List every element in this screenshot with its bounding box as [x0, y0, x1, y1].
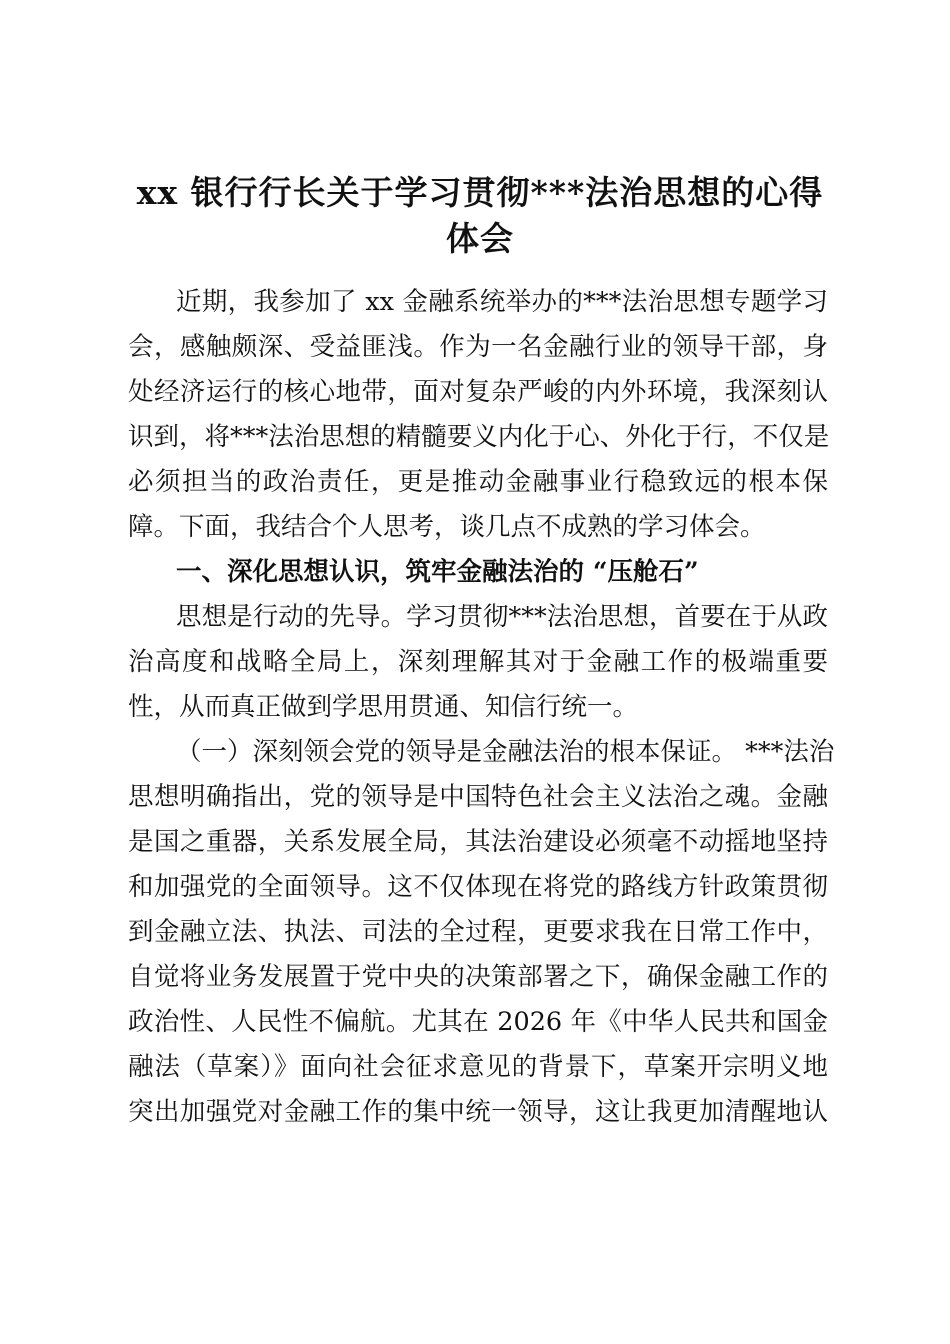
- document-title-line-2: 体会: [446, 219, 514, 258]
- intro-line-5: 必须担当的政治责任，更是推动金融事业行稳致远的根本保: [128, 467, 828, 497]
- subsection-1-line-7: 政治性、人民性不偏航。尤其在 2026 年《中华人民共和国金: [128, 1007, 828, 1037]
- section-1-heading: 一、深化思想认识，筑牢金融法治的 “压舱石”: [176, 557, 699, 587]
- intro-line-6: 障。下面，我结合个人思考，谈几点不成熟的学习体会。: [128, 512, 766, 542]
- intro-line-1: 近期，我参加了 xx 金融系统举办的***法治思想专题学习: [176, 287, 828, 317]
- intro-line-2: 会，感触颇深、受益匪浅。作为一名金融行业的领导干部，身: [128, 332, 828, 362]
- subsection-1-line-3: 是国之重器，关系发展全局，其法治建设必须毫不动摇地坚持: [128, 827, 828, 857]
- subsection-1-line-1: （一）深刻领会党的领导是金融法治的根本保证。 ***法治: [176, 737, 835, 767]
- section-1-line-1: 思想是行动的先导。学习贯彻***法治思想，首要在于从政: [176, 602, 828, 632]
- section-1-line-2: 治高度和战略全局上，深刻理解其对于金融工作的极端重要: [128, 647, 828, 677]
- subsection-1-line-8: 融法（草案）》面向社会征求意见的背景下，草案开宗明义地: [128, 1052, 828, 1082]
- subsection-1-line-4: 和加强党的全面领导。这不仅体现在将党的路线方针政策贯彻: [128, 872, 828, 902]
- subsection-1-line-2: 思想明确指出，党的领导是中国特色社会主义法治之魂。金融: [128, 782, 828, 812]
- subsection-1-line-9: 突出加强党对金融工作的集中统一领导，这让我更加清醒地认: [128, 1097, 828, 1127]
- intro-line-4: 识到，将***法治思想的精髓要义内化于心、外化于行，不仅是: [128, 422, 830, 452]
- subsection-1-line-5: 到金融立法、执法、司法的全过程，更要求我在日常工作中，: [128, 917, 828, 947]
- section-1-line-3: 性，从而真正做到学思用贯通、知信行统一。: [128, 692, 639, 722]
- intro-line-3: 处经济运行的核心地带，面对复杂严峻的内外环境，我深刻认: [128, 377, 828, 407]
- document-title-line-1: xx 银行行长关于学习贯彻***法治思想的心得: [136, 173, 824, 212]
- subsection-1-line-6: 自觉将业务发展置于党中央的决策部署之下，确保金融工作的: [128, 962, 828, 992]
